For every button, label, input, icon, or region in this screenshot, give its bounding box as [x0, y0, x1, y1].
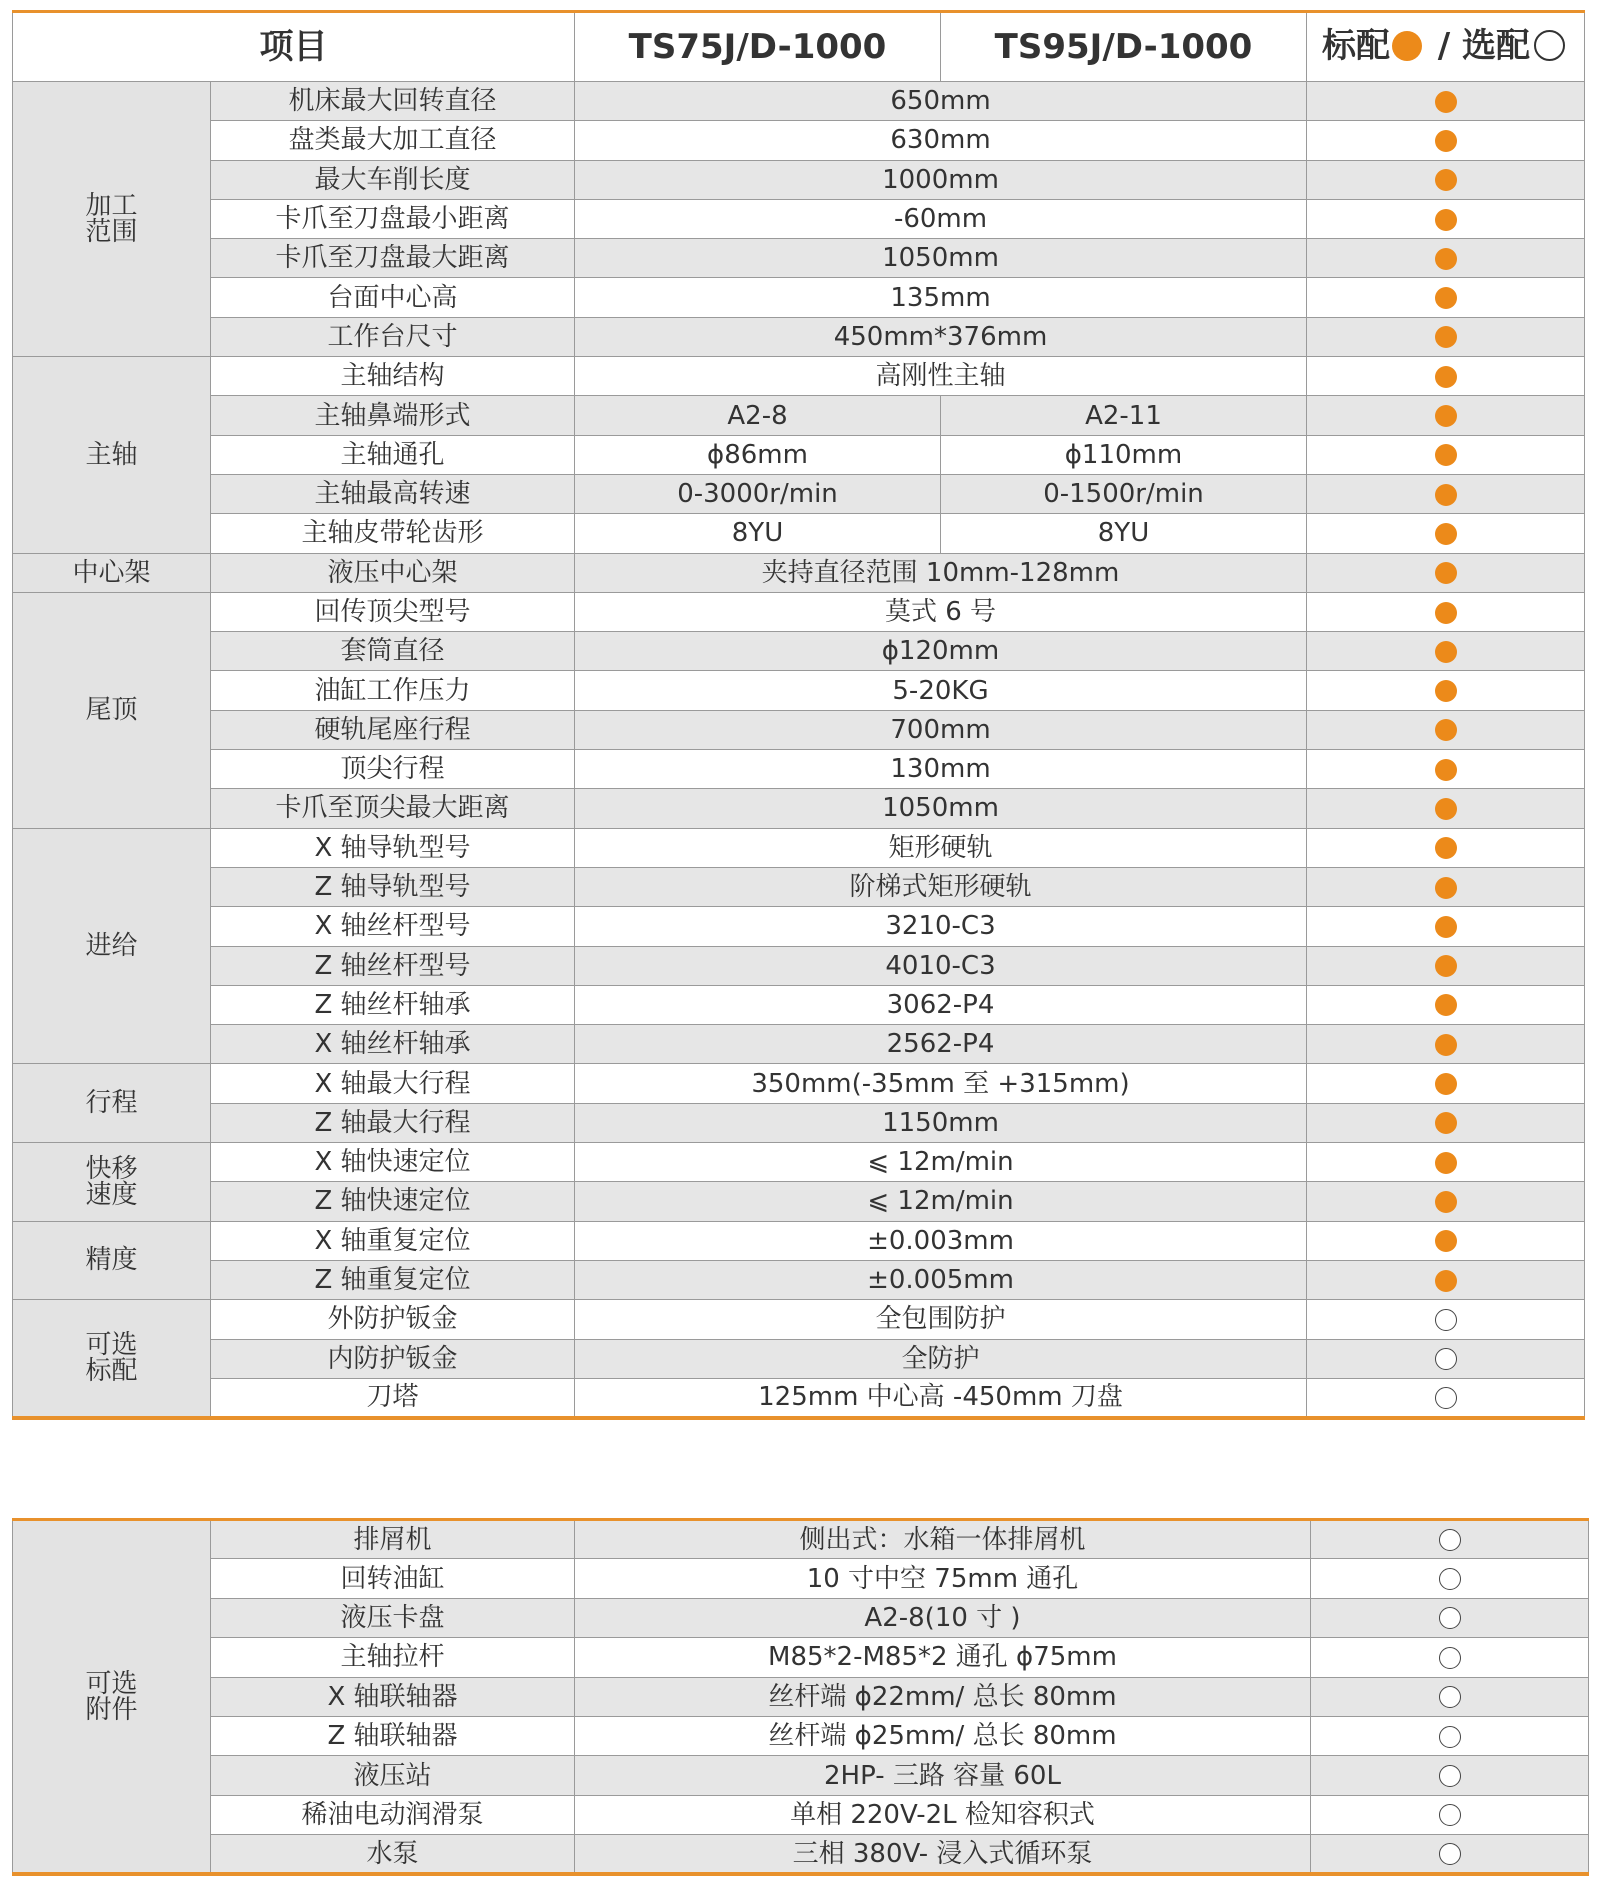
spec-label: 套筒直径: [211, 632, 575, 671]
spec-label: 油缸工作压力: [211, 671, 575, 710]
table-row: [13, 1598, 1589, 1637]
spec-label: X 轴重复定位: [211, 1221, 575, 1260]
category-label: 附件: [85, 1694, 138, 1725]
table-row: [13, 867, 1585, 906]
category-cell: [13, 1300, 211, 1418]
spec-label: 主轴鼻端形式: [211, 396, 575, 435]
optional-circle-icon: [1435, 1387, 1457, 1409]
mark-cell: [1307, 985, 1585, 1024]
accessory-value: 10 寸中空 75mm 通孔: [575, 1559, 1311, 1598]
table-row: [13, 553, 1585, 592]
optional-circle-icon: [1439, 1607, 1461, 1629]
optional-circle-icon: [1439, 1568, 1461, 1590]
table-row: [13, 1378, 1585, 1417]
spec-value: 1050mm: [575, 239, 1307, 278]
optional-circle-icon: [1439, 1647, 1461, 1669]
table-row: [13, 592, 1585, 631]
spec-table: [12, 10, 1585, 1420]
category-cell: [13, 82, 211, 357]
standard-dot-icon: [1435, 837, 1457, 859]
spec-label: 机床最大回转直径: [211, 82, 575, 121]
mark-cell: [1307, 867, 1585, 906]
mark-cell: [1307, 396, 1585, 435]
table-row: [13, 199, 1585, 238]
spec-label: Z 轴重复定位: [211, 1260, 575, 1299]
mark-cell: [1311, 1795, 1589, 1834]
spec-label: 卡爪至顶尖最大距离: [211, 789, 575, 828]
standard-dot-icon: [1435, 326, 1457, 348]
mark-cell: [1307, 435, 1585, 474]
spec-value: 1000mm: [575, 160, 1307, 199]
table-row: [13, 474, 1585, 513]
mark-cell: [1307, 671, 1585, 710]
mark-cell: [1307, 474, 1585, 513]
category-cell: [13, 553, 211, 592]
spec-label: Z 轴最大行程: [211, 1103, 575, 1142]
spec-value-model-b: A2-11: [941, 396, 1307, 435]
spec-label: 卡爪至刀盘最大距离: [211, 239, 575, 278]
category-label: 行程: [85, 1088, 138, 1119]
table-row: [13, 1559, 1589, 1598]
category-label: 精度: [85, 1245, 138, 1276]
table-row: [13, 121, 1585, 160]
mark-cell: [1311, 1677, 1589, 1716]
mark-cell: [1311, 1638, 1589, 1677]
spec-label: Z 轴丝杆轴承: [211, 985, 575, 1024]
table-row: [13, 946, 1585, 985]
spec-value: 高刚性主轴: [575, 357, 1307, 396]
table-row: [13, 1520, 1589, 1559]
standard-dot-icon: [1435, 484, 1457, 506]
table-row: [13, 1638, 1589, 1677]
spec-label: X 轴最大行程: [211, 1064, 575, 1103]
spec-value: 450mm*376mm: [575, 317, 1307, 356]
category-label: 中心架: [72, 557, 151, 588]
spec-value-model-a: 0-3000r/min: [575, 474, 941, 513]
spec-label: 主轴结构: [211, 357, 575, 396]
table-row: [13, 789, 1585, 828]
mark-cell: [1307, 1221, 1585, 1260]
category-cell: [13, 1064, 211, 1143]
mark-cell: [1307, 1025, 1585, 1064]
spec-value-model-b: 8YU: [941, 514, 1307, 553]
table-row: [13, 160, 1585, 199]
standard-dot-icon: [1435, 248, 1457, 270]
accessory-value: 丝杆端 ϕ22mm/ 总长 80mm: [575, 1677, 1311, 1716]
table-row: [13, 1300, 1585, 1339]
accessory-value: A2-8(10 寸 ): [575, 1598, 1311, 1637]
standard-dot-icon: [1435, 366, 1457, 388]
spec-value: ±0.003mm: [575, 1221, 1307, 1260]
table-row: [13, 1677, 1589, 1716]
standard-dot-icon: [1435, 641, 1457, 663]
accessory-table: [12, 1518, 1589, 1876]
accessory-value: 丝杆端 ϕ25mm/ 总长 80mm: [575, 1716, 1311, 1755]
spec-value: 莫式 6 号: [575, 592, 1307, 631]
optional-circle-icon: [1435, 1348, 1457, 1370]
standard-dot-icon: [1435, 562, 1457, 584]
legend-separator: /: [1425, 26, 1463, 66]
table-row: [13, 514, 1585, 553]
mark-cell: [1311, 1835, 1589, 1874]
category-label: 进给: [85, 931, 138, 962]
mark-cell: [1307, 278, 1585, 317]
table-row: [13, 1795, 1589, 1834]
category-label: 速度: [85, 1179, 138, 1210]
category-label: 可选: [85, 1329, 138, 1360]
standard-dot-icon: [1435, 1152, 1457, 1174]
mark-cell: [1311, 1756, 1589, 1795]
standard-dot-icon: [1435, 1270, 1457, 1292]
optional-circle-icon: [1439, 1804, 1461, 1826]
standard-dot-icon: [1435, 1112, 1457, 1134]
standard-dot-icon: [1435, 523, 1457, 545]
table-row: [13, 1260, 1585, 1299]
standard-dot-icon: [1435, 602, 1457, 624]
mark-cell: [1311, 1598, 1589, 1637]
table-row: [13, 907, 1585, 946]
accessory-label: 液压卡盘: [211, 1598, 575, 1637]
spec-value: 3062-P4: [575, 985, 1307, 1024]
spec-value-model-a: ϕ86mm: [575, 435, 941, 474]
spec-label: 刀塔: [211, 1378, 575, 1417]
category-label: 可选: [85, 1668, 138, 1699]
spec-label: 工作台尺寸: [211, 317, 575, 356]
table-row: [13, 317, 1585, 356]
accessory-value: M85*2-M85*2 通孔 ϕ75mm: [575, 1638, 1311, 1677]
table-row: [13, 1103, 1585, 1142]
standard-dot-icon: [1435, 759, 1457, 781]
accessory-label: X 轴联轴器: [211, 1677, 575, 1716]
spec-value: 650mm: [575, 82, 1307, 121]
mark-cell: [1307, 1182, 1585, 1221]
header-item: 项目: [13, 12, 575, 82]
spec-label: 液压中心架: [211, 553, 575, 592]
mark-cell: [1311, 1559, 1589, 1598]
standard-dot-icon: [1435, 798, 1457, 820]
mark-cell: [1307, 710, 1585, 749]
spec-label: 顶尖行程: [211, 750, 575, 789]
spec-label: 主轴皮带轮齿形: [211, 514, 575, 553]
category-cell: [13, 1221, 211, 1300]
spec-value: ⩽ 12m/min: [575, 1143, 1307, 1182]
spec-value: 全防护: [575, 1339, 1307, 1378]
accessory-label: 排屑机: [211, 1520, 575, 1559]
standard-dot-icon: [1435, 994, 1457, 1016]
mark-cell: [1307, 1103, 1585, 1142]
mark-cell: [1311, 1716, 1589, 1755]
optional-circle-icon: [1534, 30, 1565, 61]
spec-value: 130mm: [575, 750, 1307, 789]
category-label: 标配: [85, 1355, 138, 1386]
table-row: [13, 357, 1585, 396]
spec-header-row: [13, 12, 1585, 82]
standard-dot-icon: [1435, 169, 1457, 191]
spec-value: 矩形硬轨: [575, 828, 1307, 867]
table-row: [13, 1143, 1585, 1182]
spec-value-model-b: 0-1500r/min: [941, 474, 1307, 513]
standard-dot-icon: [1435, 209, 1457, 231]
mark-cell: [1307, 514, 1585, 553]
mark-cell: [1307, 946, 1585, 985]
table-row: [13, 1756, 1589, 1795]
accessory-label: 液压站: [211, 1756, 575, 1795]
mark-cell: [1307, 357, 1585, 396]
spec-value: 350mm(-35mm 至 +315mm): [575, 1064, 1307, 1103]
spec-label: X 轴快速定位: [211, 1143, 575, 1182]
table-row: [13, 396, 1585, 435]
mark-cell: [1307, 907, 1585, 946]
spec-value: 1150mm: [575, 1103, 1307, 1142]
optional-circle-icon: [1439, 1726, 1461, 1748]
spec-value: 夹持直径范围 10mm-128mm: [575, 553, 1307, 592]
standard-dot-icon: [1435, 444, 1457, 466]
mark-cell: [1307, 121, 1585, 160]
mark-cell: [1307, 317, 1585, 356]
mark-cell: [1307, 1378, 1585, 1417]
standard-dot-icon: [1435, 680, 1457, 702]
header-model-a: TS75J/D-1000: [575, 12, 941, 82]
header-model-b: TS95J/D-1000: [941, 12, 1307, 82]
spec-value: 135mm: [575, 278, 1307, 317]
spec-value-model-a: A2-8: [575, 396, 941, 435]
spec-label: 内防护钣金: [211, 1339, 575, 1378]
category-label: 范围: [85, 217, 138, 248]
spec-value: 全包围防护: [575, 1300, 1307, 1339]
spec-value-model-b: ϕ110mm: [941, 435, 1307, 474]
accessory-label: 回转油缸: [211, 1559, 575, 1598]
category-cell: [13, 357, 211, 553]
spec-label: Z 轴丝杆型号: [211, 946, 575, 985]
mark-cell: [1307, 828, 1585, 867]
spec-label: 最大车削长度: [211, 160, 575, 199]
accessory-value: 2HP- 三路 容量 60L: [575, 1756, 1311, 1795]
optional-circle-icon: [1435, 1309, 1457, 1331]
mark-cell: [1307, 1339, 1585, 1378]
spec-value: -60mm: [575, 199, 1307, 238]
optional-circle-icon: [1439, 1529, 1461, 1551]
spec-label: X 轴丝杆轴承: [211, 1025, 575, 1064]
mark-cell: [1307, 1260, 1585, 1299]
table-row: [13, 435, 1585, 474]
table-row: [13, 828, 1585, 867]
spec-value: 1050mm: [575, 789, 1307, 828]
standard-dot-icon: [1435, 719, 1457, 741]
spec-label: Z 轴导轨型号: [211, 867, 575, 906]
optional-circle-icon: [1439, 1765, 1461, 1787]
spec-label: 主轴通孔: [211, 435, 575, 474]
mark-cell: [1307, 160, 1585, 199]
accessory-value: 三相 380V- 浸入式循环泵: [575, 1835, 1311, 1874]
category-label: 加工: [85, 191, 138, 222]
accessory-label: 稀油电动润滑泵: [211, 1795, 575, 1834]
mark-cell: [1307, 750, 1585, 789]
standard-dot-icon: [1435, 1073, 1457, 1095]
category-cell: [13, 828, 211, 1064]
accessory-label: 水泵: [211, 1835, 575, 1874]
mark-cell: [1307, 199, 1585, 238]
mark-cell: [1307, 82, 1585, 121]
table-row: [13, 1025, 1585, 1064]
spec-value: 阶梯式矩形硬轨: [575, 867, 1307, 906]
header-legend: [1307, 12, 1585, 82]
accessory-value: 侧出式：水箱一体排屑机: [575, 1520, 1311, 1559]
standard-dot-icon: [1435, 1034, 1457, 1056]
standard-dot-icon: [1435, 1191, 1457, 1213]
table-row: [13, 710, 1585, 749]
standard-dot-icon: [1435, 877, 1457, 899]
optional-circle-icon: [1439, 1843, 1461, 1865]
mark-cell: [1307, 1064, 1585, 1103]
mark-cell: [1307, 1143, 1585, 1182]
table-row: [13, 1182, 1585, 1221]
spec-label: 主轴最高转速: [211, 474, 575, 513]
spec-label: X 轴导轨型号: [211, 828, 575, 867]
category-label: 快移: [85, 1153, 138, 1184]
table-row: [13, 1716, 1589, 1755]
spec-label: 台面中心高: [211, 278, 575, 317]
category-cell: [13, 592, 211, 828]
standard-dot-icon: [1435, 955, 1457, 977]
table-row: [13, 632, 1585, 671]
spec-value: 4010-C3: [575, 946, 1307, 985]
mark-cell: [1307, 789, 1585, 828]
accessory-label: 主轴拉杆: [211, 1638, 575, 1677]
standard-dot-icon: [1435, 91, 1457, 113]
spec-value: 3210-C3: [575, 907, 1307, 946]
spec-value: 700mm: [575, 710, 1307, 749]
table-row: [13, 239, 1585, 278]
legend-optional-label: 选配: [1462, 26, 1531, 66]
standard-dot-icon: [1435, 916, 1457, 938]
spec-label: X 轴丝杆型号: [211, 907, 575, 946]
spec-value: 5-20KG: [575, 671, 1307, 710]
table-row: [13, 750, 1585, 789]
mark-cell: [1307, 1300, 1585, 1339]
optional-circle-icon: [1439, 1686, 1461, 1708]
spec-value: 125mm 中心高 -450mm 刀盘: [575, 1378, 1307, 1417]
mark-cell: [1311, 1520, 1589, 1559]
mark-cell: [1307, 592, 1585, 631]
accessory-label: Z 轴联轴器: [211, 1716, 575, 1755]
table-row: [13, 671, 1585, 710]
table-row: [13, 1835, 1589, 1874]
category-cell: [13, 1143, 211, 1222]
spec-label: 盘类最大加工直径: [211, 121, 575, 160]
spec-label: 回传顶尖型号: [211, 592, 575, 631]
spec-value: 630mm: [575, 121, 1307, 160]
mark-cell: [1307, 553, 1585, 592]
category-label: 尾顶: [85, 695, 138, 726]
spec-label: 硬轨尾座行程: [211, 710, 575, 749]
table-row: [13, 82, 1585, 121]
spec-value: ϕ120mm: [575, 632, 1307, 671]
standard-dot-icon: [1435, 405, 1457, 427]
legend-standard-label: 标配: [1321, 26, 1390, 66]
spec-value: ±0.005mm: [575, 1260, 1307, 1299]
spec-label: Z 轴快速定位: [211, 1182, 575, 1221]
spec-value: ⩽ 12m/min: [575, 1182, 1307, 1221]
mark-cell: [1307, 632, 1585, 671]
standard-dot-icon: [1435, 287, 1457, 309]
spec-label: 卡爪至刀盘最小距离: [211, 199, 575, 238]
table-row: [13, 985, 1585, 1024]
mark-cell: [1307, 239, 1585, 278]
standard-dot-icon: [1392, 31, 1422, 61]
table-row: [13, 1339, 1585, 1378]
category-label: 主轴: [85, 439, 138, 470]
standard-dot-icon: [1435, 1230, 1457, 1252]
category-cell: [13, 1520, 211, 1875]
table-row: [13, 278, 1585, 317]
standard-dot-icon: [1435, 130, 1457, 152]
spec-label: 外防护钣金: [211, 1300, 575, 1339]
table-row: [13, 1064, 1585, 1103]
spec-value-model-a: 8YU: [575, 514, 941, 553]
accessory-value: 单相 220V-2L 检知容积式: [575, 1795, 1311, 1834]
table-row: [13, 1221, 1585, 1260]
spec-value: 2562-P4: [575, 1025, 1307, 1064]
